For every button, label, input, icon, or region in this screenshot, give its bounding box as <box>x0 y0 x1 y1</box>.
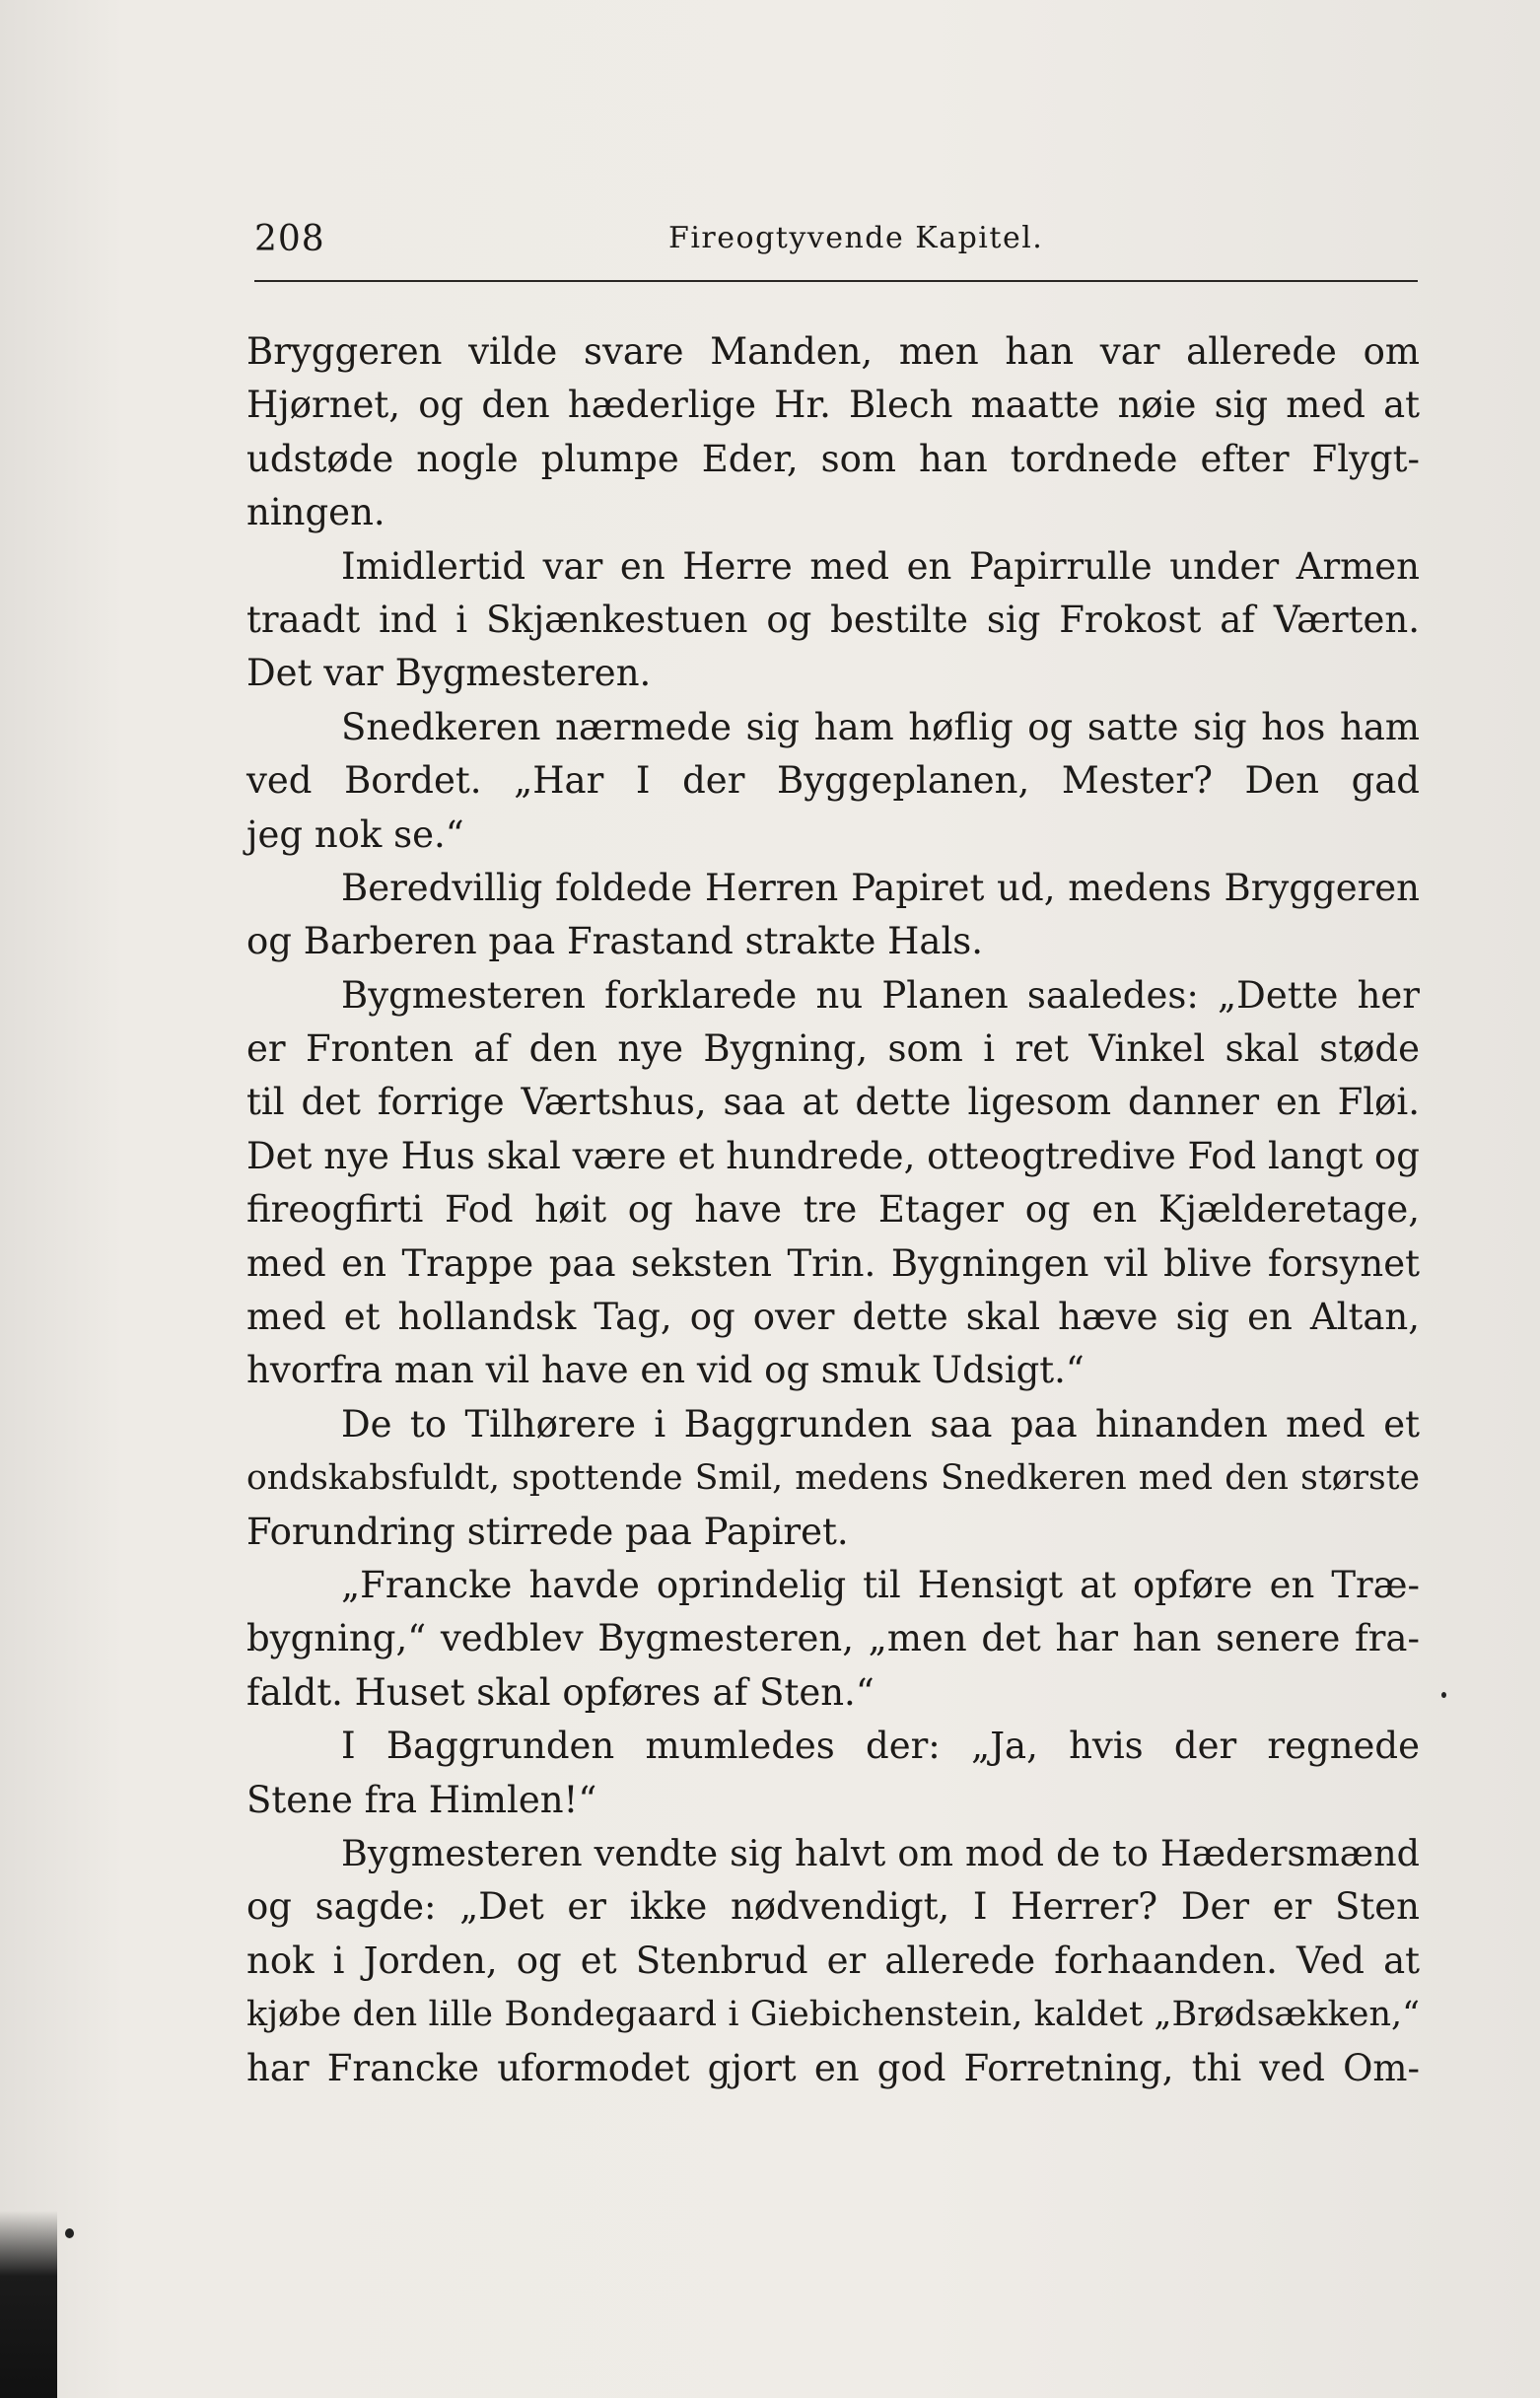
text-line: Hjørnet, og den hæderlige Hr. Blech maatte nøie sig med at <box>246 384 1420 427</box>
text-line: kjøbe den lille Bondegaard i Giebichenstein, kaldet „Brødsækken,“ <box>246 1995 1420 2035</box>
text-line: Det var Bygmesteren. <box>246 652 652 695</box>
text-line: I Baggrunden mumledes der: „Ja, hvis der regnede <box>341 1725 1420 1768</box>
text-line: ningen. <box>246 491 385 534</box>
text-line: og sagde: „Det er ikke nødvendigt, I Herrer? Der er Sten <box>246 1885 1420 1929</box>
text-line: hvorfra man vil have en vid og smuk Udsigt.“ <box>246 1349 1085 1392</box>
running-head: Fireogtyvende Kapitel. <box>668 221 1044 255</box>
text-line: med en Trappe paa seksten Trin. Bygningen vil blive forsynet <box>246 1241 1420 1285</box>
text-line: ondskabsfuldt, spottende Smil, medens Snedkeren med den største <box>246 1458 1420 1499</box>
text-line: udstøde nogle plumpe Eder, som han tordnede efter Flygt- <box>246 437 1420 480</box>
text-line: jeg nok se.“ <box>246 812 464 856</box>
text-line: Beredvillig foldede Herren Papiret ud, medens Bryggeren <box>341 866 1420 909</box>
text-line: Bygmesteren forklarede nu Planen saaledes: „Dette her <box>341 973 1420 1017</box>
text-line: og Barberen paa Frastand strakte Hals. <box>246 920 984 963</box>
text-line: nok i Jorden, og et Stenbrud er allerede forhaanden. Ved at <box>246 1939 1420 1982</box>
header-rule <box>254 280 1418 282</box>
ink-speck <box>1441 1692 1446 1698</box>
text-line: har Francke uformodet gjort en god Forretning, thi ved Om- <box>246 2046 1420 2089</box>
text-line: Snedkeren nærmede sig ham høflig og satte sig hos ham <box>341 705 1420 748</box>
text-line: ved Bordet. „Har I der Byggeplanen, Mester? Den gad <box>246 759 1420 803</box>
page-edge-shadow <box>0 2211 57 2398</box>
text-line: traadt ind i Skjænkestuen og bestilte sig Frokost af Værten. <box>246 598 1420 641</box>
page-number: 208 <box>254 219 325 259</box>
text-line: Bryggeren vilde svare Manden, men han var allerede om <box>246 330 1420 373</box>
text-line: Bygmesteren vendte sig halvt om mod de to Hædersmænd <box>341 1831 1420 1874</box>
page-header <box>254 215 1418 270</box>
text-line: Forundring stirrede paa Papiret. <box>246 1510 849 1553</box>
text-line: Det nye Hus skal være et hundrede, otteogtredive Fod langt og <box>246 1134 1420 1177</box>
text-line: „Francke havde oprindelig til Hensigt at opføre en Træ- <box>341 1563 1420 1606</box>
ink-speck <box>65 2228 74 2238</box>
text-line: De to Tilhørere i Baggrunden saa paa hinanden med et <box>341 1402 1420 1446</box>
text-line: Imidlertid var en Herre med en Papirrulle under Armen <box>341 544 1420 588</box>
body-text <box>246 325 1420 2095</box>
text-line: Stene fra Himlen!“ <box>246 1778 597 1821</box>
text-line: bygning,“ vedblev Bygmesteren, „men det har han senere fra- <box>246 1617 1420 1660</box>
text-line: fireogfirti Fod høit og have tre Etager og en Kjælderetage, <box>246 1188 1420 1232</box>
text-line: er Fronten af den nye Bygning, som i ret Vinkel skal støde <box>246 1027 1420 1071</box>
text-line: faldt. Huset skal opføres af Sten.“ <box>246 1670 875 1714</box>
text-line: med et hollandsk Tag, og over dette skal hæve sig en Altan, <box>246 1296 1420 1339</box>
text-line: til det forrige Værtshus, saa at dette ligesom danner en Fløi. <box>246 1081 1420 1124</box>
